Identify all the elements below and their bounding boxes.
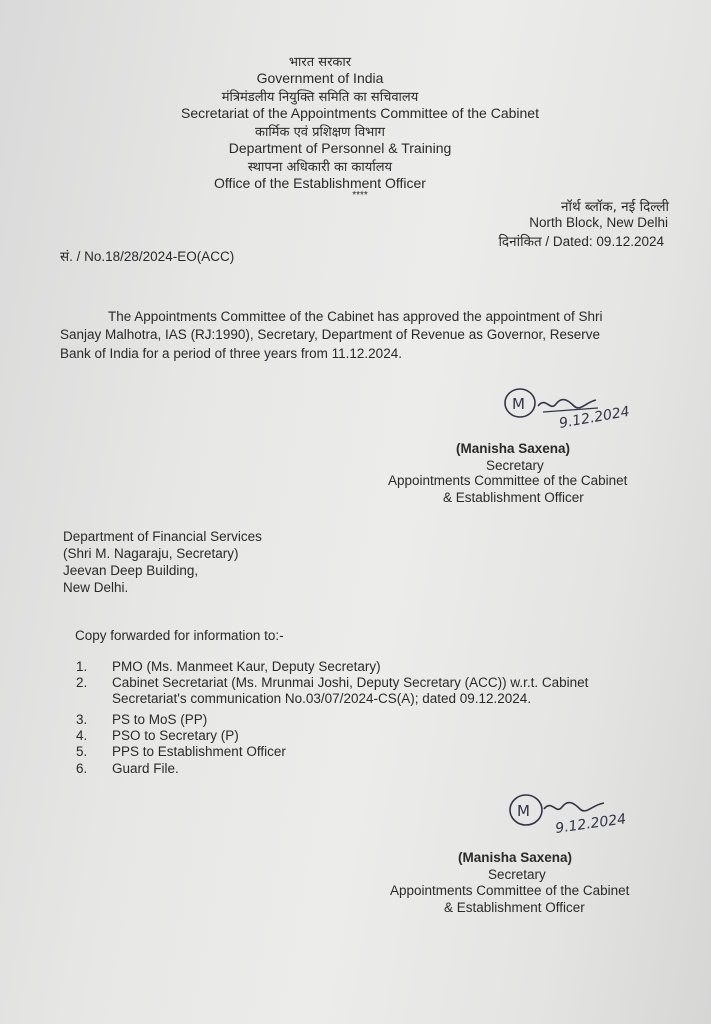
hindi-secretariat-heading: मंत्रिमंडलीय नियुक्ति समिति का सचिवालय bbox=[221, 90, 419, 105]
secretariat-heading: Secretariat of the Appointments Committee of the Cabinet bbox=[181, 105, 539, 121]
hindi-office-heading: स्थापना अधिकारी का कार्यालय bbox=[247, 160, 393, 175]
copy-item-2-text-cont: Secretariat's communication No.03/07/2024-CS(A); dated 09.12.2024. bbox=[112, 691, 532, 706]
copy-item-2-num: 2. bbox=[76, 675, 88, 690]
signature-1-org: Appointments Committee of the Cabinet bbox=[388, 473, 628, 488]
date-line: दिनांकित / Dated: 09.12.2024 bbox=[498, 234, 664, 249]
addressee-line-1: Department of Financial Services bbox=[63, 529, 262, 544]
copy-item-3-text: PS to MoS (PP) bbox=[112, 712, 208, 727]
addressee-line-4: New Delhi. bbox=[63, 580, 129, 595]
signature-1-name: (Manisha Saxena) bbox=[456, 441, 571, 456]
govt-heading: Government of India bbox=[256, 70, 384, 86]
copy-item-5-text: PPS to Establishment Officer bbox=[112, 744, 286, 759]
signature-1-initial: M bbox=[512, 395, 525, 413]
copy-item-6-text: Guard File. bbox=[112, 761, 179, 776]
signature-2-initial: M bbox=[517, 802, 530, 820]
office-heading: Office of the Establishment Officer bbox=[214, 175, 426, 191]
signature-1-date: 9.12.2024 bbox=[557, 403, 631, 432]
addressee-line-2: (Shri M. Nagaraju, Secretary) bbox=[63, 546, 239, 561]
body-line-2: Sanjay Malhotra, IAS (RJ:1990), Secretary, Department of Revenue as Governor, Reserve bbox=[60, 327, 600, 342]
copy-item-4-text: PSO to Secretary (P) bbox=[112, 728, 239, 743]
signature-2-title: Secretary bbox=[488, 867, 546, 882]
copy-item-2-text: Cabinet Secretariat (Ms. Mrunmai Joshi, Deputy Secretary (ACC)) w.r.t. Cabinet bbox=[112, 675, 589, 690]
signature-1-role: & Establishment Officer bbox=[443, 490, 584, 505]
signature-2-name: (Manisha Saxena) bbox=[458, 850, 573, 865]
copy-item-3-num: 3. bbox=[76, 712, 88, 727]
copy-item-1-num: 1. bbox=[76, 659, 88, 674]
place: North Block, New Delhi bbox=[529, 215, 668, 230]
signature-2-org: Appointments Committee of the Cabinet bbox=[390, 883, 630, 898]
copy-item-4-num: 4. bbox=[76, 728, 88, 743]
copy-item-6-num: 6. bbox=[76, 761, 88, 776]
copy-item-1-text: PMO (Ms. Manmeet Kaur, Deputy Secretary) bbox=[112, 659, 381, 674]
hindi-place: नॉर्थ ब्लॉक, नई दिल्ली bbox=[560, 199, 669, 215]
hindi-govt-heading: भारत सरकार bbox=[288, 55, 352, 70]
addressee-line-3: Jeevan Deep Building, bbox=[63, 563, 199, 578]
signature-1-title: Secretary bbox=[486, 458, 544, 473]
signature-2-role: & Establishment Officer bbox=[444, 900, 585, 915]
signature-2-graphic bbox=[498, 785, 688, 845]
hindi-dept-heading: कार्मिक एवं प्रशिक्षण विभाग bbox=[254, 125, 386, 140]
body-line-3: Bank of India for a period of three years from 11.12.2024. bbox=[60, 346, 402, 361]
copy-item-5-num: 5. bbox=[76, 744, 88, 759]
dept-heading: Department of Personnel & Training bbox=[228, 140, 452, 156]
header-stars: **** bbox=[352, 190, 368, 201]
signature-2-date: 9.12.2024 bbox=[554, 811, 628, 837]
signature-1-graphic bbox=[498, 378, 688, 438]
body-line-1: The Appointments Committee of the Cabinet has approved the appointment of Shri bbox=[108, 309, 603, 324]
reference-number: सं. / No.18/28/2024-EO(ACC) bbox=[60, 249, 235, 264]
copy-forwarded-label: Copy forwarded for information to:- bbox=[75, 628, 284, 643]
